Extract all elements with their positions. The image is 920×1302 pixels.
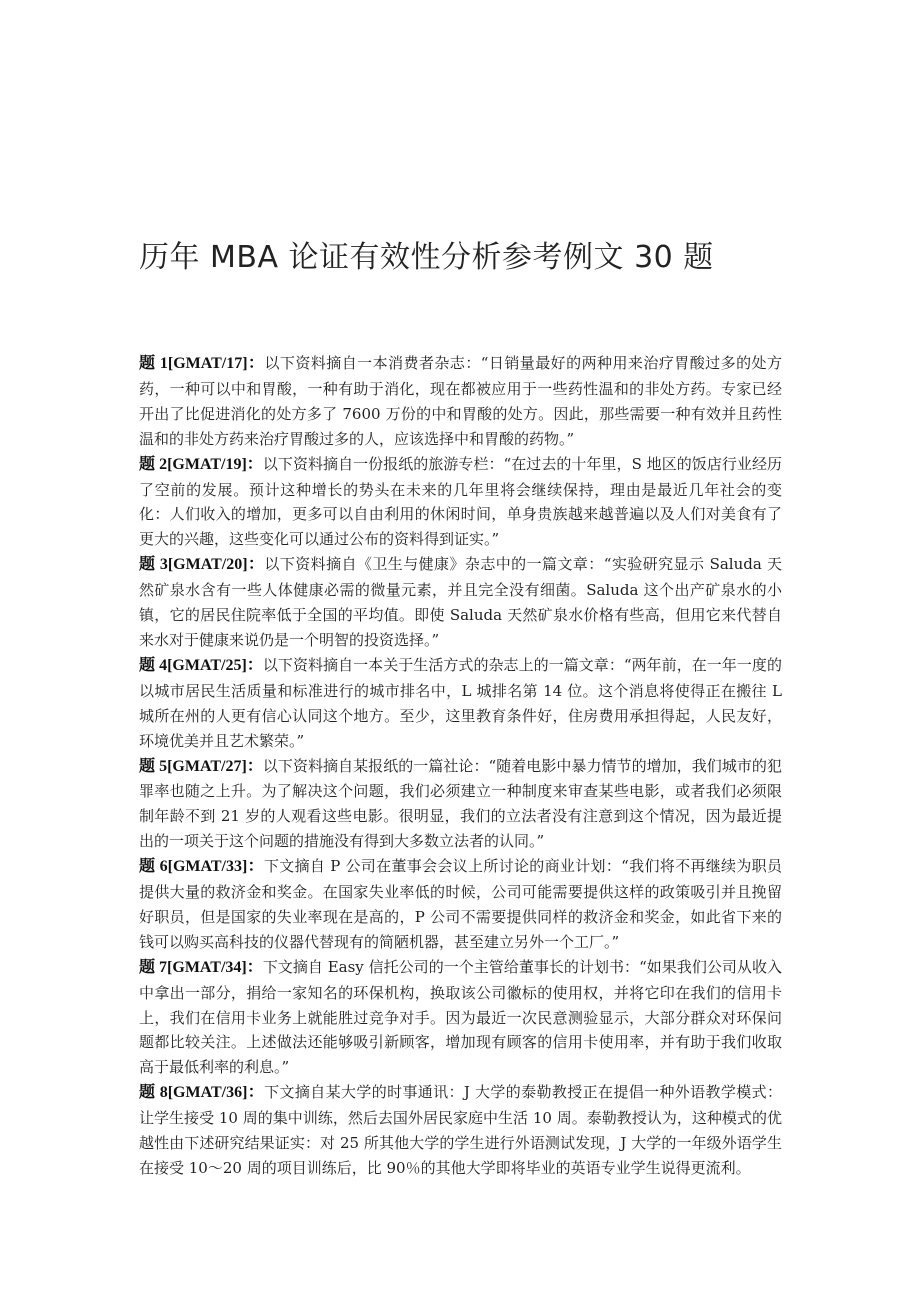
question-item <box>139 653 782 754</box>
question-item <box>139 452 782 553</box>
question-text: 以下资料摘自一本关于生活方式的杂志上的一篇文章：“两年前，在一年一度的以城市居民生活质量和标准进行的城市排名中，L 城排名第 14 位。这个消息将使得正在搬往 L 城所在州的人更有信心认同这个地方。至少，这里教育条件好，住房费用承担得起，人民友好，环境优美并且艺术繁荣。” <box>139 655 782 750</box>
question-item <box>139 552 782 653</box>
question-text: 以下资料摘自一份报纸的旅游专栏：“在过去的十年里，S 地区的饭店行业经历了空前的发展。预计这种增长的势头在未来的几年里将会继续保持，理由是最近几年社会的变化：人们收入的增加，更多可以自由利用的休闲时间，单身贵族越来越普遍以及人们对美食有了更大的兴趣，这些变化可以通过公布的资料得到证实。” <box>139 454 782 549</box>
question-text: 下文摘自 P 公司在董事会会议上所讨论的商业计划：“我们将不再继续为职员提供大量的救济金和奖金。在国家失业率低的时候，公司可能需要提供这样的政策吸引并且挽留好职员，但是国家的失业率现在是高的，P 公司不需要提供同样的救济金和奖金，如此省下来的钱可以购买高科技的仪器代替现有的简陋机器，甚至建立另外一个工厂。” <box>139 857 782 951</box>
question-item <box>139 1080 782 1181</box>
question-label: 题 6[GMAT/33]： <box>139 858 264 876</box>
question-item <box>139 854 782 955</box>
question-label: 题 8[GMAT/36]： <box>139 1084 265 1102</box>
question-item <box>139 955 782 1081</box>
question-text: 下文摘自某大学的时事通讯：J 大学的泰勒教授正在提倡一种外语教学模式：让学生接受 10 周的集中训练，然后去国外居民家庭中生活 10 周。泰勒教授认为，这种模式的优越性由下述研究结果证实：对 25 所其他大学的学生进行外语测试发现，J 大学的一年级外语学生在接受 10～20 周的项目训练后，比 90％的其他大学即将毕业的英语专业学生说得更流利。 <box>139 1083 782 1177</box>
question-label: 题 3[GMAT/20]： <box>139 556 265 574</box>
document-title: 历年 MBA 论证有效性分析参考例文 30 题 <box>139 240 714 275</box>
question-list <box>139 351 782 1181</box>
question-label: 题 2[GMAT/19]： <box>139 455 263 473</box>
question-text: 以下资料摘自《卫生与健康》杂志中的一篇文章：“实验研究显示 Saluda 天然矿泉水含有一些人体健康必需的微量元素，并且完全没有细菌。Saluda 这个出产矿泉水的小镇，它的居民住院率低于全国的平均值。即使 Saluda 天然矿泉水价格有些高，但用它来代替自来水对于健康来说仍是一个明智的投资选择。” <box>139 555 782 649</box>
question-label: 题 4[GMAT/25]： <box>139 656 263 674</box>
question-label: 题 7[GMAT/34]： <box>139 958 263 976</box>
question-text: 以下资料摘自一本消费者杂志：“日销量最好的两种用来治疗胃酸过多的处方药，一种可以中和胃酸，一种有助于消化，现在都被应用于一些药性温和的非处方药。专家已经开出了比促进消化的处方多了 7600 万份的中和胃酸的处方。因此，那些需要一种有效并且药性温和的非处方药来治疗胃酸过多的人，应该选择中和胃酸的药物。” <box>139 354 782 448</box>
question-item <box>139 351 782 452</box>
question-text: 以下资料摘自某报纸的一篇社论：“随着电影中暴力情节的增加，我们城市的犯罪率也随之上升。为了解决这个问题，我们必须建立一种制度来审查某些电影，或者我们必须限制年龄不到 21 岁的人观看这些电影。很明显，我们的立法者没有注意到这个情况，因为最近提出的一项关于这个问题的措施没有得到大多数立法者的认同。” <box>139 756 782 851</box>
question-item <box>139 754 782 855</box>
question-label: 题 1[GMAT/17]： <box>139 355 265 372</box>
question-text: 下文摘自 Easy 信托公司的一个主管给董事长的计划书：“如果我们公司从收入中拿出一部分，捐给一家知名的环保机构，换取该公司徽标的使用权，并将它印在我们的信用卡上，我们在信用卡业务上就能胜过竞争对手。因为最近一次民意测验显示，大部分群众对环保问题都比较关注。上述做法还能够吸引新顾客，增加现有顾客的信用卡使用率，并有助于我们收取高于最低利率的利息。” <box>139 957 782 1077</box>
question-label: 题 5[GMAT/27]： <box>139 757 263 775</box>
